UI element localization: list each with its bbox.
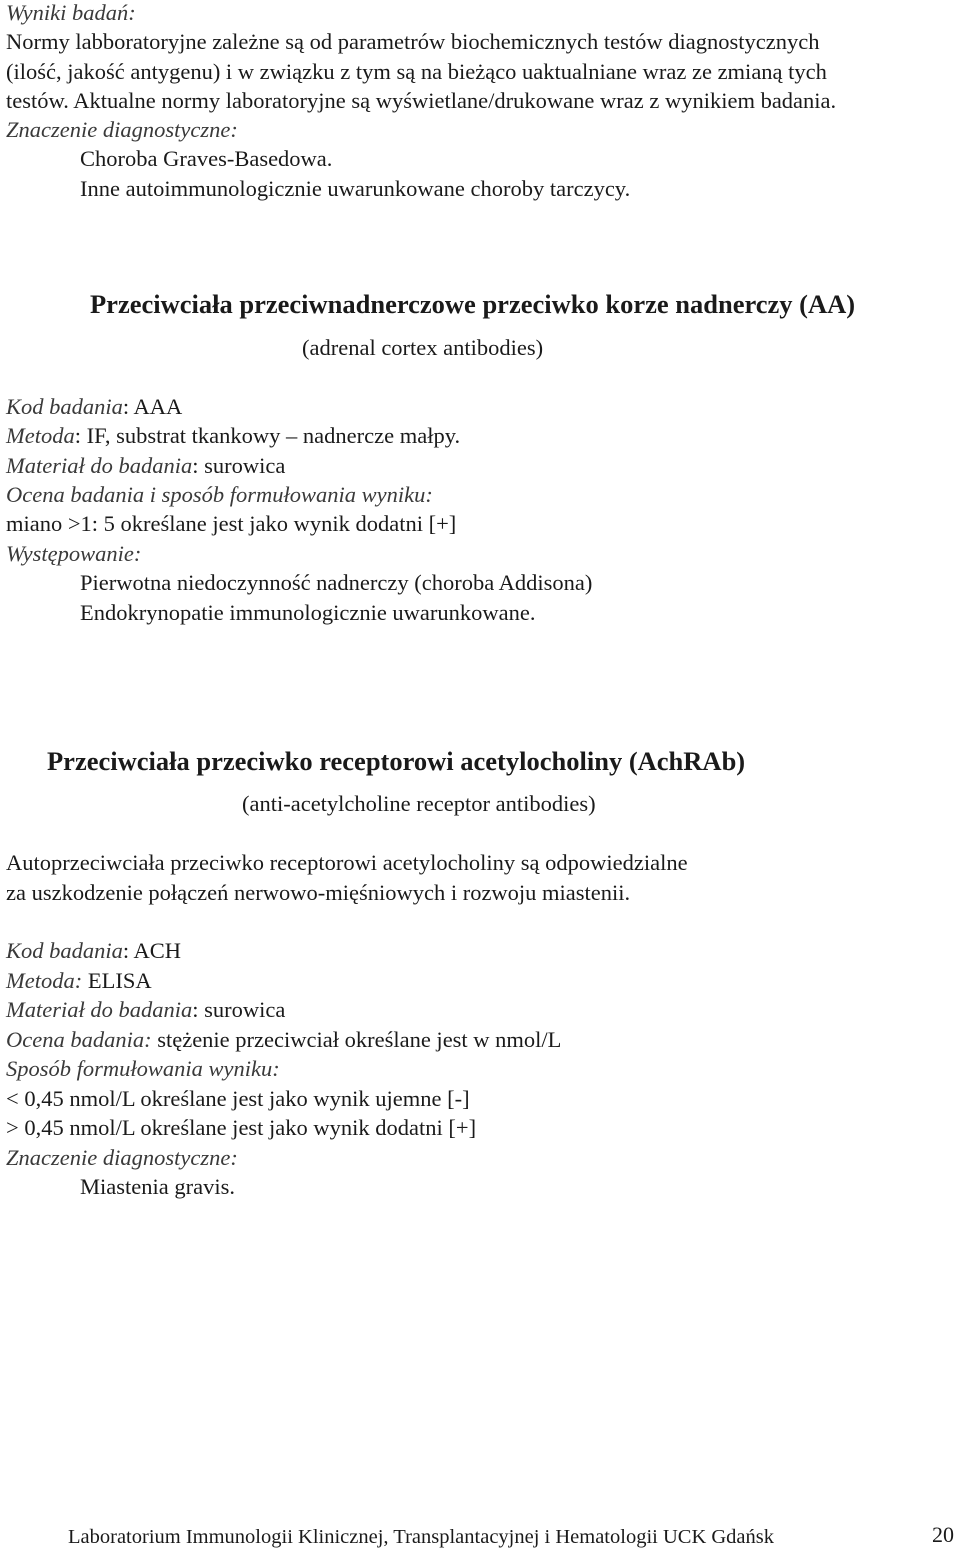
ach-eval-value: stężenie przeciwciał określane jest w nmol/L xyxy=(151,1027,562,1052)
ach-material-value: : surowica xyxy=(192,997,286,1022)
ach-title: Przeciwciała przeciwko receptorowi acetylocholiny (AchRAb) xyxy=(47,746,746,776)
aa-material-row xyxy=(6,455,285,478)
results-diag-item-2: Inne autoimmunologicznie uwarunkowane choroby tarczycy. xyxy=(80,176,631,201)
ach-intro-line-2: za uszkodzenie połączeń nerwowo-mięśniowych i rozwoju miastenii. xyxy=(6,880,631,905)
ach-code-row xyxy=(6,940,181,963)
aa-code-label: Kod badania xyxy=(6,394,123,419)
page-footer: Laboratorium Immunologii Klinicznej, Transplantacyjnej i Hematologii UCK Gdańsk xyxy=(68,1526,774,1548)
ach-code-label: Kod badania xyxy=(6,938,123,963)
ach-intro-line-1: Autoprzeciwciała przeciwko receptorowi acetylocholiny są odpowiedzialne xyxy=(6,850,688,875)
ach-code-value: : ACH xyxy=(122,938,182,963)
aa-code-row xyxy=(6,396,182,419)
ach-method-label: Metoda: xyxy=(6,968,83,993)
aa-occurrence-label: Występowanie: xyxy=(6,541,142,566)
aa-occurrence-item-2: Endokrynopatie immunologicznie uwarunkowane. xyxy=(80,600,536,625)
ach-format-label: Sposób formułowania wyniku: xyxy=(6,1056,280,1081)
page-number: 20 xyxy=(932,1522,954,1547)
aa-title: Przeciwciała przeciwnadnerczowe przeciwko korze nadnerczy (AA) xyxy=(90,289,856,319)
results-text-line-3: testów. Aktualne normy laboratoryjne są wyświetlane/drukowane wraz z wynikiem badania. xyxy=(6,88,837,113)
ach-eval-label: Ocena badania: xyxy=(6,1027,152,1052)
aa-method-row xyxy=(6,425,460,448)
aa-occurrence-item-1: Pierwotna niedoczynność nadnerczy (choroba Addisona) xyxy=(80,570,593,595)
ach-method-row xyxy=(6,970,152,993)
aa-material-label: Materiał do badania xyxy=(6,453,193,478)
ach-diag-item-1: Miastenia gravis. xyxy=(80,1174,235,1199)
results-text-line-1: Normy labboratoryjne zależne są od parametrów biochemicznych testów diagnostycznych xyxy=(6,29,820,54)
ach-diag-label: Znaczenie diagnostyczne: xyxy=(6,1145,238,1170)
aa-code-value: : AAA xyxy=(122,394,183,419)
ach-material-label: Materiał do badania xyxy=(6,997,193,1022)
aa-method-value: : IF, substrat tkankowy – nadnercze małpy. xyxy=(74,423,461,448)
aa-eval-value: miano >1: 5 określane jest jako wynik dodatni [+] xyxy=(6,511,457,536)
ach-format-line-1: < 0,45 nmol/L określane jest jako wynik ujemne [-] xyxy=(6,1086,470,1111)
results-diag-label: Znaczenie diagnostyczne: xyxy=(6,117,238,142)
ach-eval-row xyxy=(6,1029,561,1052)
ach-material-row xyxy=(6,999,285,1022)
aa-material-value: : surowica xyxy=(192,453,286,478)
aa-eval-label: Ocena badania i sposób formułowania wyniku: xyxy=(6,482,433,507)
results-diag-item-1: Choroba Graves-Basedowa. xyxy=(80,146,333,171)
results-heading: Wyniki badań: xyxy=(6,0,136,25)
aa-method-label: Metoda xyxy=(6,423,75,448)
aa-subtitle: (adrenal cortex antibodies) xyxy=(302,335,544,360)
ach-method-value: ELISA xyxy=(82,968,152,993)
ach-format-line-2: > 0,45 nmol/L określane jest jako wynik dodatni [+] xyxy=(6,1115,477,1140)
results-text-line-2: (ilość, jakość antygenu) i w związku z tym są na bieżąco uaktualniane wraz ze zmianą tych xyxy=(6,59,827,84)
ach-subtitle: (anti-acetylcholine receptor antibodies) xyxy=(242,791,596,816)
